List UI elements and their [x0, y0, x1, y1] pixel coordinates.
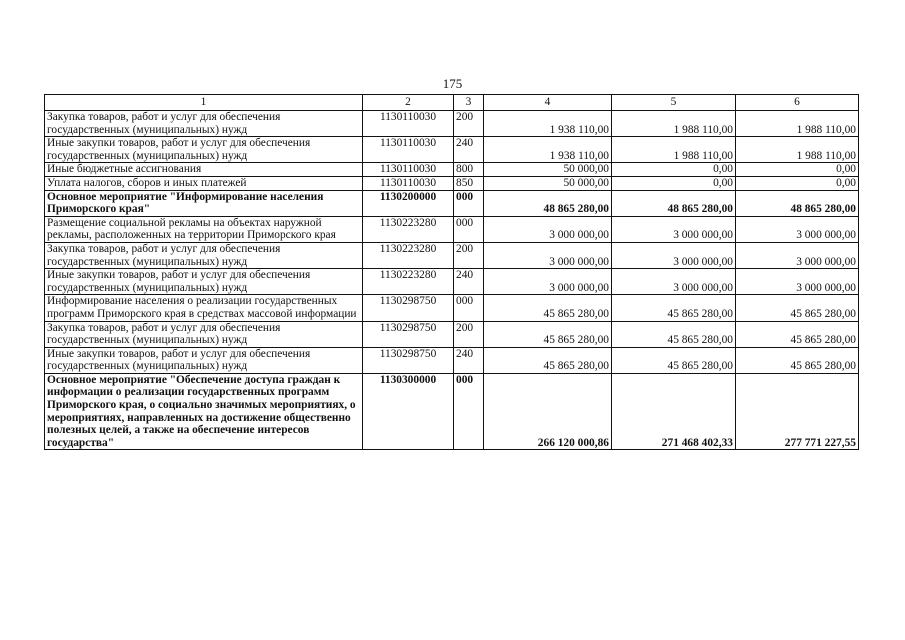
- row-value-col6: 3 000 000,00: [736, 242, 859, 268]
- row-value-col5: 45 865 280,00: [612, 321, 736, 347]
- row-vr-cell: 850: [454, 176, 484, 190]
- row-value-col4: 50 000,00: [484, 163, 612, 177]
- row-code-cell: 1130110030: [363, 176, 454, 190]
- row-value-col4: 50 000,00: [484, 176, 612, 190]
- row-name-cell: Основное мероприятие "Обеспечение доступа граждан к информации о реализации государственных программ Приморского края, о социально значимых мероприятиях, о мероприятиях, направленных на достижение общественно полезных целей, а также на обеспечение интересов государства": [45, 373, 363, 450]
- row-code-cell: 1130223280: [363, 242, 454, 268]
- row-vr-cell: 240: [454, 269, 484, 295]
- row-value-col5: 3 000 000,00: [612, 269, 736, 295]
- row-value-col5: 271 468 402,33: [612, 373, 736, 450]
- column-header: 3: [454, 95, 484, 111]
- column-header-row: [45, 95, 859, 111]
- row-name-cell: Иные закупки товаров, работ и услуг для обеспечения государственных (муниципальных) нужд: [45, 347, 363, 373]
- table-row: [45, 242, 859, 268]
- row-value-col6: 48 865 280,00: [736, 190, 859, 216]
- row-code-cell: 1130110030: [363, 137, 454, 163]
- row-vr-cell: 200: [454, 321, 484, 347]
- row-name-cell: Закупка товаров, работ и услуг для обеспечения государственных (муниципальных) нужд: [45, 242, 363, 268]
- row-value-col4: 45 865 280,00: [484, 347, 612, 373]
- row-vr-cell: 240: [454, 347, 484, 373]
- row-vr-cell: 200: [454, 242, 484, 268]
- row-code-cell: 1130110030: [363, 111, 454, 137]
- row-value-col4: 3 000 000,00: [484, 216, 612, 242]
- row-value-col4: 1 938 110,00: [484, 137, 612, 163]
- table-row: [45, 216, 859, 242]
- row-value-col4: 48 865 280,00: [484, 190, 612, 216]
- column-header: 4: [484, 95, 612, 111]
- row-value-col5: 45 865 280,00: [612, 295, 736, 321]
- row-code-cell: 1130110030: [363, 163, 454, 177]
- row-name-cell: Уплата налогов, сборов и иных платежей: [45, 176, 363, 190]
- row-value-col4: 3 000 000,00: [484, 242, 612, 268]
- table-row: [45, 295, 859, 321]
- row-value-col6: 45 865 280,00: [736, 295, 859, 321]
- row-code-cell: 1130223280: [363, 269, 454, 295]
- table-row: [45, 269, 859, 295]
- row-value-col6: 45 865 280,00: [736, 321, 859, 347]
- row-code-cell: 1130298750: [363, 321, 454, 347]
- row-name-cell: Иные закупки товаров, работ и услуг для обеспечения государственных (муниципальных) нужд: [45, 269, 363, 295]
- row-code-cell: 1130300000: [363, 373, 454, 450]
- row-value-col6: 0,00: [736, 176, 859, 190]
- column-header: 6: [736, 95, 859, 111]
- row-value-col4: 45 865 280,00: [484, 321, 612, 347]
- row-value-col6: 0,00: [736, 163, 859, 177]
- row-value-col5: 3 000 000,00: [612, 242, 736, 268]
- row-value-col4: 3 000 000,00: [484, 269, 612, 295]
- row-name-cell: Закупка товаров, работ и услуг для обеспечения государственных (муниципальных) нужд: [45, 321, 363, 347]
- row-vr-cell: 240: [454, 137, 484, 163]
- row-vr-cell: 000: [454, 373, 484, 450]
- row-value-col6: 45 865 280,00: [736, 347, 859, 373]
- table-row: [45, 111, 859, 137]
- row-value-col5: 0,00: [612, 176, 736, 190]
- column-header: 2: [363, 95, 454, 111]
- table-row: [45, 137, 859, 163]
- row-code-cell: 1130223280: [363, 216, 454, 242]
- page-number: 175: [442, 76, 463, 91]
- row-code-cell: 1130200000: [363, 190, 454, 216]
- row-value-col6: 3 000 000,00: [736, 269, 859, 295]
- row-name-cell: Размещение социальной рекламы на объектах наружной рекламы, расположенных на территории Приморского края: [45, 216, 363, 242]
- row-value-col6: 3 000 000,00: [736, 216, 859, 242]
- column-header: 5: [612, 95, 736, 111]
- table-row: [45, 190, 859, 216]
- row-name-cell: Иные закупки товаров, работ и услуг для обеспечения государственных (муниципальных) нужд: [45, 137, 363, 163]
- row-value-col6: 277 771 227,55: [736, 373, 859, 450]
- row-value-col5: 0,00: [612, 163, 736, 177]
- row-vr-cell: 000: [454, 190, 484, 216]
- table-row: [45, 373, 859, 450]
- row-value-col4: 45 865 280,00: [484, 295, 612, 321]
- row-value-col6: 1 988 110,00: [736, 111, 859, 137]
- table-row: [45, 176, 859, 190]
- row-code-cell: 1130298750: [363, 295, 454, 321]
- budget-table: [44, 94, 859, 450]
- row-name-cell: Информирование населения о реализации государственных программ Приморского края в средствах массовой информации: [45, 295, 363, 321]
- row-value-col5: 1 988 110,00: [612, 111, 736, 137]
- row-vr-cell: 000: [454, 295, 484, 321]
- row-vr-cell: 000: [454, 216, 484, 242]
- row-value-col5: 1 988 110,00: [612, 137, 736, 163]
- row-vr-cell: 200: [454, 111, 484, 137]
- row-value-col6: 1 988 110,00: [736, 137, 859, 163]
- row-value-col4: 1 938 110,00: [484, 111, 612, 137]
- row-name-cell: Закупка товаров, работ и услуг для обеспечения государственных (муниципальных) нужд: [45, 111, 363, 137]
- row-value-col5: 3 000 000,00: [612, 216, 736, 242]
- table-row: [45, 163, 859, 177]
- row-name-cell: Основное мероприятие "Информирование населения Приморского края": [45, 190, 363, 216]
- row-value-col5: 48 865 280,00: [612, 190, 736, 216]
- row-code-cell: 1130298750: [363, 347, 454, 373]
- table-row: [45, 321, 859, 347]
- row-value-col5: 45 865 280,00: [612, 347, 736, 373]
- table-row: [45, 347, 859, 373]
- column-header: 1: [45, 95, 363, 111]
- row-vr-cell: 800: [454, 163, 484, 177]
- row-name-cell: Иные бюджетные ассигнования: [45, 163, 363, 177]
- row-value-col4: 266 120 000,86: [484, 373, 612, 450]
